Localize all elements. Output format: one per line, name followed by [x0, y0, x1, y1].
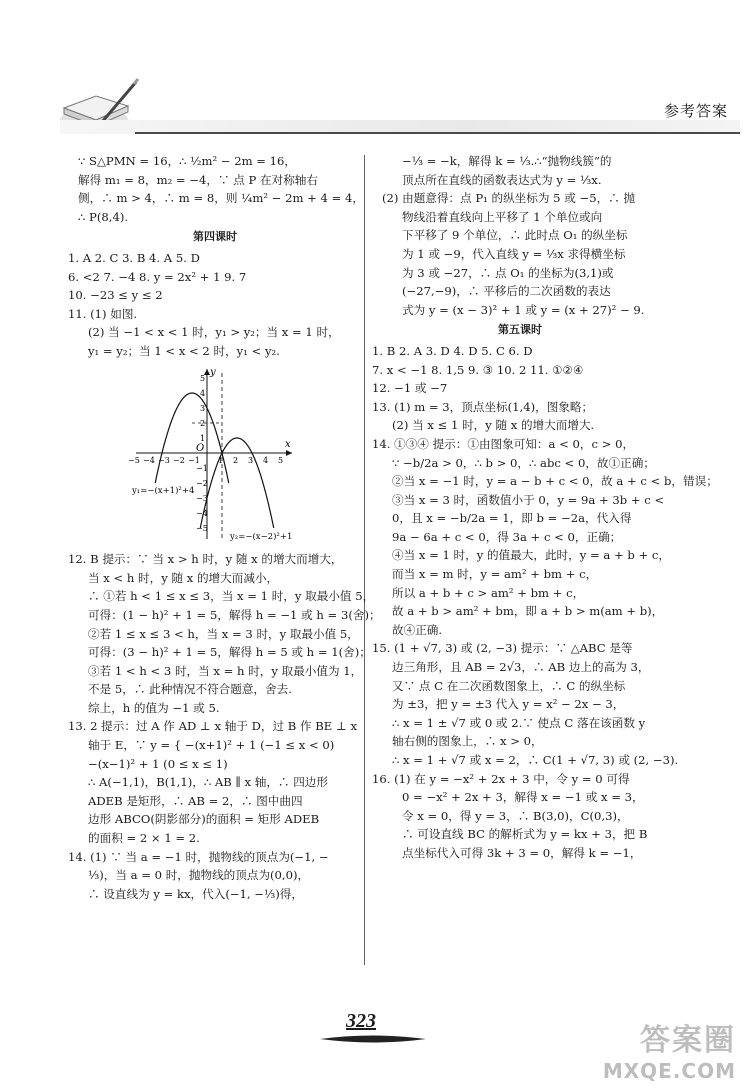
answer-line: 1. A 2. C 3. B 4. A 5. D	[68, 250, 200, 265]
answer-line: 的面积 = 2 × 1 = 2.	[88, 831, 200, 846]
answer-line: 又∵ 点 C 在二次函数图象上，∴ C 的纵坐标	[392, 678, 626, 693]
answer-line: y₁ = y₂；当 1 < x < 2 时，y₁ < y₂.	[88, 343, 280, 358]
answer-line: 为 1 或 −9，代入直线 y = ⅓x 求得横坐标	[402, 246, 626, 261]
page-header	[0, 0, 750, 150]
y-tick-label: −5	[196, 523, 208, 533]
answer-line: 当 x < h 时，y 随 x 的增大而减小，	[88, 570, 279, 585]
answer-line: ∴ x = 1 ± √7 或 0 或 2.∵ 使点 C 落在该函数 y	[392, 715, 646, 730]
answer-line: 故 a + b > am² + bm，即 a + b > m(am + b)，	[392, 604, 664, 619]
y-tick-label: 2	[200, 418, 206, 428]
watermark-url: MXQE.COM	[602, 1059, 736, 1083]
answer-line: 不是 5，∴ 此种情况不符合题意，舍去.	[88, 682, 292, 697]
y-tick-label: −3	[196, 493, 208, 503]
x-tick-label: −1	[188, 455, 200, 465]
answer-line: 可得：(1 − h)² + 1 = 5，解得 h = −1 或 h = 3(舍)；	[88, 607, 381, 622]
answer-line: 7. x < −1 8. 1,5 9. ③ 10. 2 11. ①②④	[372, 362, 584, 377]
answer-line: 式为 y = (x − 3)² + 1 或 y = (x + 27)² − 9.	[402, 302, 645, 317]
x-tick-label: −3	[158, 455, 170, 465]
answer-line: 13. 2 提示：过 A 作 AD ⊥ x 轴于 D，过 B 作 BE ⊥ x	[68, 719, 358, 734]
answer-line: 12. B 提示：∵ 当 x > h 时，y 随 x 的增大而增大，	[68, 552, 343, 567]
answer-line: 解得 m₁ = 8，m₂ = −4，∵ 点 P 在对称轴右	[78, 172, 318, 187]
answer-line: ∴ ①若 h < 1 ≤ x ≤ 3，当 x = 1 时，y 取最小值 5，	[88, 589, 375, 604]
x-tick-label: −5	[128, 455, 140, 465]
answer-line: (2) 当 x ≤ 1 时，y 随 x 的增大而增大.	[392, 418, 595, 433]
section-title-lesson5: 第五课时	[498, 323, 542, 337]
answer-line: 点坐标代入可得 3k + 3 = 0，解得 k = −1，	[402, 845, 642, 860]
answer-line: 16. (1) 在 y = −x² + 2x + 3 中，令 y = 0 可得	[372, 771, 630, 786]
answer-line: 轴右侧的图象上，∴ x > 0，	[392, 734, 543, 749]
answer-line: 10. −23 ≤ y ≤ 2	[68, 288, 163, 303]
answer-line: ∴ 可设直线 BC 的解析式为 y = kx + 3，把 B	[402, 827, 648, 842]
answer-line: 9a − 6a + c < 0，得 3a + c < 0，正确；	[392, 529, 622, 544]
x-tick-label: 5	[278, 455, 284, 465]
origin-label: O	[196, 442, 205, 454]
answer-line: ∴ 设直线为 y = kx，代入(−1, −⅓)得，	[88, 886, 303, 901]
x-tick-label: 3	[248, 455, 254, 465]
x-tick-label: −4	[143, 455, 155, 465]
answer-line: 0 = −x² + 2x + 3，解得 x = −1 或 x = 3，	[402, 790, 644, 805]
answer-line: ∴ A(−1,1)，B(1,1)，∴ AB ∥ x 轴，∴ 四边形	[88, 775, 328, 790]
parabola-graph	[130, 363, 300, 543]
answer-line: ②当 x = −1 时，y = a − b + c < 0，故 a + c < b，错误；	[392, 474, 718, 489]
y-tick-label: 1	[200, 433, 206, 443]
x-tick-label: 2	[233, 455, 239, 465]
answer-line: 可得：(3 − h)² + 1 = 5，解得 h = 5 或 h = 1(舍)；	[88, 645, 371, 660]
answer-line: 边形 ABCO(阴影部分)的面积 = 矩形 ADEB	[88, 812, 320, 827]
answer-line: 所以 a + b + c > am² + bm + c，	[392, 585, 585, 600]
y-tick-label: 5	[200, 373, 206, 383]
page-number-ornament	[318, 1034, 428, 1044]
column-divider	[364, 155, 365, 965]
answer-line: 为 ±3，把 y = ±3 代入 y = x² − 2x − 3，	[392, 697, 625, 712]
answer-line: 故④正确.	[392, 622, 443, 637]
answer-line: ∴ x = 1 + √7 或 x = 2，∴ C(1 + √7, 3) 或 (2, −3).	[392, 753, 679, 767]
left-column	[68, 152, 381, 903]
header-title: 参考答案	[663, 102, 728, 120]
answer-line: ∵ S△PMN = 16，∴ ½m² − 2m = 16，	[78, 154, 296, 168]
answer-line: −⅓ = −k，解得 k = ⅓.∴“抛物线簇”的	[402, 154, 612, 168]
answer-line: 令 x = 0，得 y = 3，∴ B(3,0)，C(0,3)，	[402, 808, 629, 823]
y-tick-label: −1	[196, 463, 208, 473]
answer-line: 15. (1 + √7, 3) 或 (2, −3) 提示：∵ △ABC 是等	[372, 641, 633, 656]
answer-line: ∴ P(8,4).	[78, 209, 129, 224]
answer-line: 12. −1 或 −7	[372, 381, 448, 396]
right-column	[372, 152, 718, 863]
x-axis-label: x	[285, 438, 291, 450]
answer-line: 顶点所在直线的函数表达式为 y = ⅓x.	[402, 172, 602, 187]
header-rule	[135, 132, 740, 134]
y-tick-label: 3	[200, 403, 206, 413]
answer-line: (2) 由题意得：点 P₁ 的纵坐标为 5 或 −5，∴ 抛	[382, 191, 636, 206]
x-tick-label: 1	[218, 455, 224, 465]
y-tick-label: −2	[196, 478, 208, 488]
answer-line: 13. (1) m = 3，顶点坐标(1,4)，图象略；	[372, 399, 594, 414]
answer-line: 而当 x = m 时，y = am² + bm + c，	[392, 567, 598, 582]
y-tick-label: 4	[200, 388, 206, 398]
x-tick-label: 4	[263, 455, 269, 465]
answer-line: 为 3 或 −27，∴ 点 O₁ 的坐标为(3,1)或	[402, 265, 614, 280]
answer-line: 侧，∴ m > 4，∴ m = 8，则 ¼m² − 2m + 4 = 4，	[78, 191, 364, 206]
parabola-y2	[200, 438, 273, 528]
answer-line: ②若 1 ≤ x ≤ 3 < h，当 x = 3 时，y 取最小值 5，	[88, 626, 359, 641]
page-number: 323	[346, 1010, 376, 1032]
answer-line: ⅓)，当 a = 0 时，抛物线的顶点为(0,0)，	[88, 868, 310, 883]
answer-line: 物线沿着直线向上平移了 1 个单位或向	[402, 209, 603, 224]
y-axis-label: y	[210, 366, 216, 378]
answer-line: ④当 x = 1 时，y 的值最大，此时，y = a + b + c，	[392, 548, 670, 563]
answer-line: 轴于 E，∵ y = { −(x+1)² + 1 (−1 ≤ x < 0)	[88, 738, 335, 753]
answer-line: ③当 x = 3 时，函数值小于 0，y = 9a + 3b + c <	[392, 492, 665, 507]
answer-line: (2) 当 −1 < x < 1 时，y₁ > y₂；当 x = 1 时，	[88, 325, 340, 340]
parabola-y1	[155, 393, 228, 483]
answer-line: ADEB 是矩形，∴ AB = 2，∴ 图中曲四	[88, 793, 303, 808]
answer-line: 0，且 x = −b/2a = 1，即 b = −2a，代入得	[392, 511, 632, 526]
answer-line: 11. (1) 如图.	[68, 306, 138, 321]
section-title-lesson4: 第四课时	[193, 230, 237, 244]
answer-line: 14. ①③④ 提示：①由图象可知：a < 0，c > 0，	[372, 436, 635, 451]
answer-line: 边三角形，且 AB = 2√3，∴ AB 边上的高为 3，	[392, 660, 650, 675]
y-tick-label: −4	[196, 508, 208, 518]
answer-line: 综上，h 的值为 −1 或 5.	[88, 700, 220, 715]
watermark	[603, 1015, 736, 1083]
curve-label-y2: y₂=−(x−2)²+1	[230, 531, 293, 542]
curve-label-y1: y₁=−(x+1)²+4	[132, 485, 195, 496]
answer-line: 1. B 2. A 3. D 4. D 5. C 6. D	[372, 343, 533, 358]
watermark-logo: 答案圈	[640, 1023, 736, 1058]
answer-line: ∵ −b/2a > 0，∴ b > 0，∴ abc < 0，故①正确；	[392, 455, 655, 470]
answer-line: (−27,−9)，∴ 平移后的二次函数的表达	[402, 284, 611, 299]
answer-line: 6. <2 7. −4 8. y = 2x² + 1 9. 7	[68, 269, 247, 284]
answer-line: 14. (1) ∵ 当 a = −1 时，抛物线的顶点为(−1, −	[68, 849, 329, 864]
x-tick-label: −2	[173, 455, 185, 465]
answer-line: −(x−1)² + 1 (0 ≤ x ≤ 1)	[88, 756, 228, 771]
answer-line: ③若 1 < h < 3 时，当 x = h 时，y 取最小值为 1，	[88, 663, 363, 678]
answer-line: 下平移了 9 个单位，∴ 此时点 O₁ 的纵坐标	[402, 228, 628, 243]
